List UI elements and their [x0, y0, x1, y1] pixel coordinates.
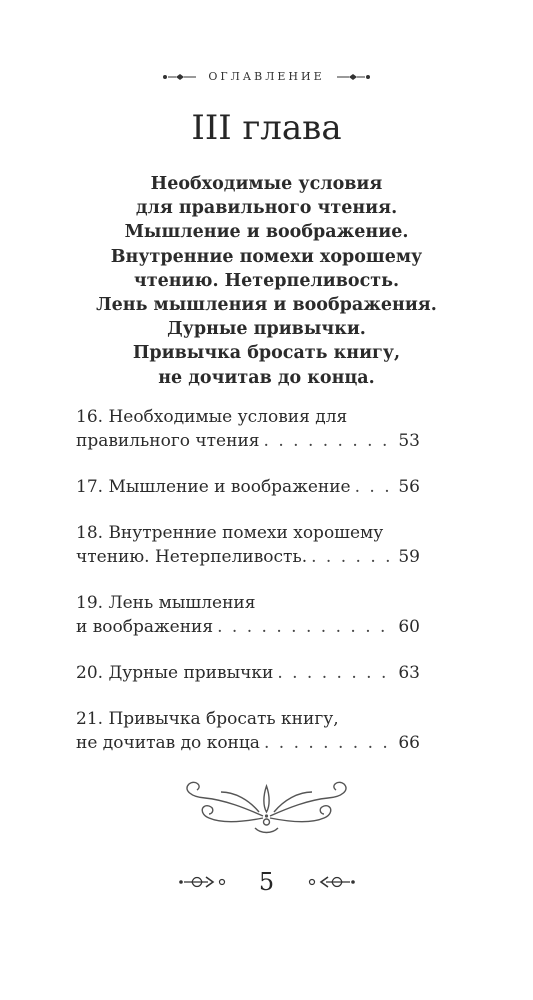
toc-entry-20[interactable] — [76, 661, 420, 685]
toc-page-number: 53 — [398, 431, 420, 451]
chapter-title: III глава — [191, 108, 342, 148]
toc-entry-line: 16. Необходимые условия для — [76, 407, 348, 427]
summary-line: чтению. Нетерпеливость. — [133, 270, 400, 291]
page-header — [0, 70, 533, 83]
dot-leader — [264, 731, 392, 755]
chapter-summary — [60, 172, 473, 390]
summary-line: Внутренние помехи хорошему — [110, 246, 423, 267]
flourish-ornament-icon — [175, 778, 358, 838]
leaf-ornament-left-icon — [178, 874, 228, 890]
leaf-ornament-right-icon — [306, 874, 356, 890]
toc-entry-18[interactable] — [76, 521, 420, 569]
summary-line: Мышление и воображение. — [124, 222, 409, 243]
toc-entry-line: 19. Лень мышления — [76, 593, 256, 613]
summary-line: Привычка бросать книгу, — [132, 343, 401, 364]
toc-entry-line: 17. Мышление и воображение — [76, 477, 351, 497]
dot-leader — [311, 545, 392, 569]
summary-line: не дочитав до конца. — [158, 367, 375, 388]
summary-line: для правильного чтения. — [135, 198, 398, 219]
toc-entry-21[interactable] — [76, 707, 420, 755]
page-number: 5 — [258, 868, 275, 896]
dot-leader — [264, 429, 393, 453]
toc-entry-line: чтению. Нетерпеливость. — [76, 547, 308, 567]
toc-entry-16[interactable] — [76, 405, 420, 453]
dot-leader — [277, 661, 392, 685]
toc-page-number: 56 — [398, 477, 420, 497]
summary-line: Необходимые условия — [150, 174, 383, 194]
toc-entry-19[interactable] — [76, 591, 420, 639]
toc-entry-line: 20. Дурные привычки — [76, 663, 274, 683]
dot-leader — [355, 475, 393, 499]
summary-line: Дурные привычки. — [167, 319, 366, 340]
toc-entry-line: правильного чтения — [76, 431, 260, 451]
ornament-right-icon — [335, 71, 371, 83]
page-footer — [0, 868, 533, 896]
ornament-left-icon — [162, 71, 198, 83]
toc-entry-17[interactable] — [76, 475, 420, 499]
summary-line: Лень мышления и воображения. — [96, 295, 437, 316]
toc-page-number: 63 — [398, 663, 420, 683]
toc-entry-line: не дочитав до конца — [76, 733, 260, 753]
toc-entry-line: 18. Внутренние помехи хорошему — [76, 523, 384, 543]
toc-page-number: 60 — [398, 617, 420, 637]
table-of-contents — [76, 405, 420, 777]
toc-page-number: 66 — [398, 733, 420, 753]
toc-entry-line: 21. Привычка бросать книгу, — [76, 709, 339, 729]
section-label: ОГЛАВЛЕНИЕ — [208, 70, 325, 83]
dot-leader — [217, 615, 392, 639]
toc-page-number: 59 — [398, 547, 420, 567]
toc-entry-line: и воображения — [76, 617, 214, 637]
